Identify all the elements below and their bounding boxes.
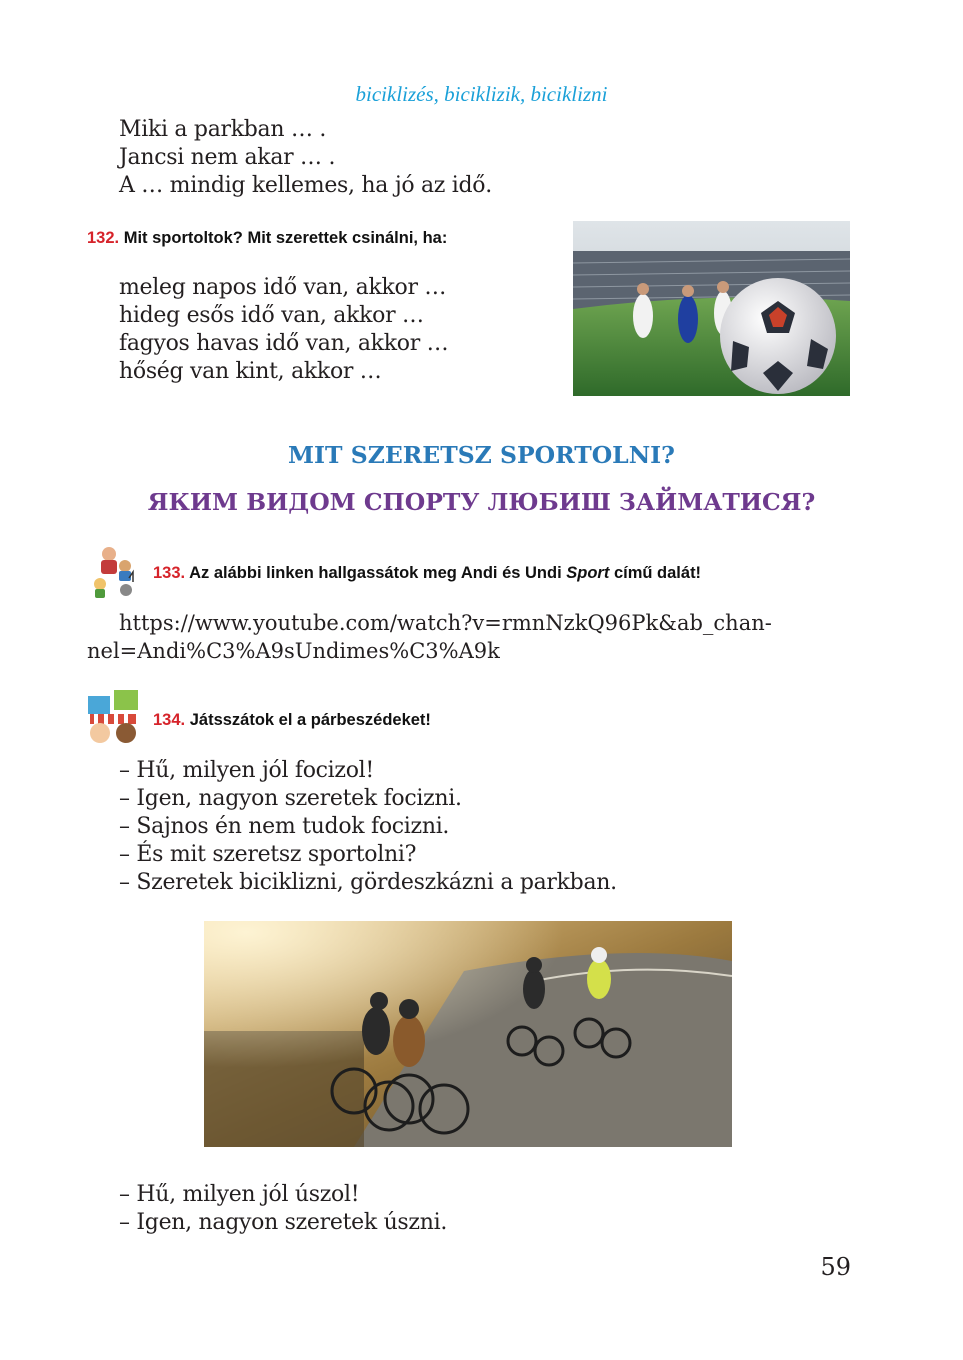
task-132-heading [87,229,447,248]
fill-line: Jancsi nem akar … . [119,145,336,170]
task-text: Az alábbi linken hallgassátok meg Andi és Undi [189,564,562,582]
task-number: 133. [153,564,186,582]
page-number: 59 [820,1253,851,1281]
task-132-line: meleg napos idő van, akkor … [119,275,447,300]
task-number: 132. [87,229,120,247]
dialog-line: – Sajnos én nem tudok focizni. [119,814,450,839]
music-listen-icon [89,544,139,602]
task-text: című dalát! [613,564,702,582]
song-link-continued[interactable]: nel=Andi%C3%A9sUndimes%C3%A9k [87,639,500,663]
dialog-line: – Hű, milyen jól focizol! [119,758,374,783]
dialog-line: – Hű, milyen jól úszol! [119,1182,360,1207]
football-photo [573,221,850,396]
fill-line: Miki a parkban … . [119,117,327,142]
dialog-line: – És mit szeretsz sportolni? [119,842,417,867]
song-title: Sport [566,564,610,582]
task-text: Játsszátok el a párbeszédeket! [189,711,431,729]
task-132-line: hideg esős idő van, akkor … [119,303,424,328]
song-link[interactable]: https://www.youtube.com/watch?v=rmnNzkQ96Pk&ab_chan- [119,611,772,635]
task-133-heading [153,564,701,583]
section-heading-hungarian: MIT SZERETSZ SPORTOLNI? [288,441,675,469]
dialog-line: – Szeretek biciklizni, gördeszkázni a parkban. [119,870,617,895]
cycling-photo [204,921,732,1147]
task-134-heading [153,711,431,730]
fill-line: A … mindig kellemes, ha jó az idő. [119,173,492,198]
dialogue-icon [86,688,141,746]
section-heading-ukrainian: ЯКИМ ВИДОМ СПОРТУ ЛЮБИШ ЗАЙМАТИСЯ? [147,488,816,516]
wordbank: biciklizés, biciklizik, biciklizni [355,82,608,106]
dialog-line: – Igen, nagyon szeretek focizni. [119,786,462,811]
task-number: 134. [153,711,186,729]
task-132-line: fagyos havas idő van, akkor … [119,331,449,356]
dialog-line: – Igen, nagyon szeretek úszni. [119,1210,448,1235]
task-text: Mit sportoltok? Mit szerettek csinálni, ha: [123,229,448,247]
task-132-line: hőség van kint, akkor … [119,359,382,384]
